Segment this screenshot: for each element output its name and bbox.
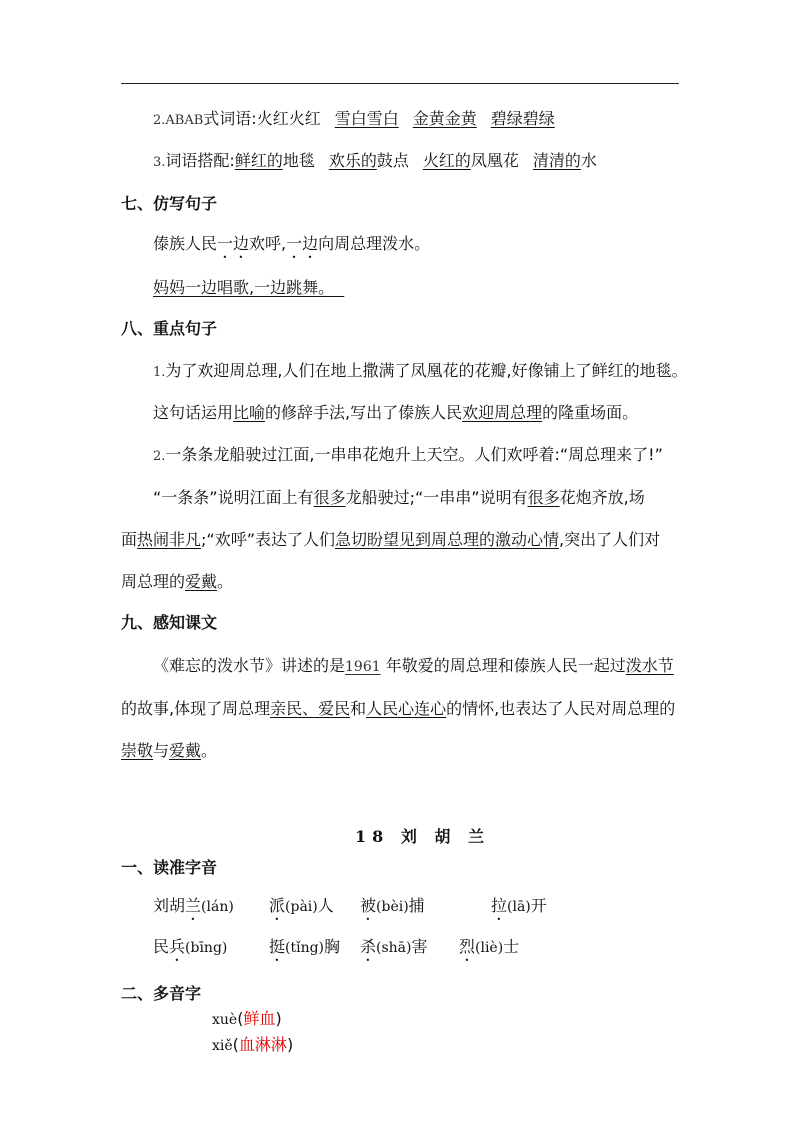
collocation-answer: 鲜红的 (234, 151, 283, 170)
text: 欢呼, (249, 234, 287, 253)
example-sentence (153, 233, 430, 262)
target-char: 烈 (459, 937, 476, 956)
sentence-text: 一条条龙船驶过江面,一串串花炮升上天空。人们欢呼着:“周总理来了!” (165, 445, 663, 464)
collocation-noun: 鼓点 (376, 151, 409, 170)
key-sentence-2-analysis-line1 (153, 487, 645, 509)
text: 的隆重场面。 (542, 403, 639, 422)
text: 傣族人民 (153, 234, 218, 253)
abab-line (153, 108, 555, 132)
polyphone-reading-2: xiě(血淋淋) (212, 1035, 294, 1054)
answer-word: 血淋淋 (238, 1035, 287, 1054)
answer-text: 很多 (313, 488, 346, 507)
abab-word: 金黄金黄 (412, 109, 477, 128)
text: 面 (121, 530, 138, 549)
pinyin-item (269, 895, 334, 924)
answer-year: 1961 (345, 659, 381, 675)
target-char: 拉 (491, 896, 508, 915)
answer-text: 急切盼望见到周总理的激动心情 (335, 530, 560, 549)
collocation-answer: 欢乐的 (328, 151, 377, 170)
text: 开 (530, 896, 547, 915)
collocation-noun: 地毯 (282, 151, 315, 170)
pinyin: (bīng) (185, 940, 228, 956)
pinyin: (tǐng) (285, 940, 325, 956)
text: 人 (317, 896, 334, 915)
section-heading-2: 二、多音字 (121, 984, 202, 1003)
collocation-label: 词语搭配: (165, 151, 235, 170)
answer-text: 泼水节 (625, 656, 674, 675)
collocation-answer: 火红的 (422, 151, 471, 170)
answer-text: 比喻 (233, 403, 266, 422)
text: 龙船驶过;“一串串”说明有 (345, 488, 528, 507)
section-heading-7: 七、仿写句子 (121, 194, 218, 213)
answer-text: 欢迎周总理 (462, 403, 543, 422)
text: 士 (503, 937, 520, 956)
pinyin: (pài) (285, 899, 318, 915)
collocation-noun: 凤凰花 (470, 151, 519, 170)
text: ;“欢呼”表达了人们 (201, 530, 336, 549)
pinyin-item (360, 895, 425, 924)
abab-pattern: ABAB (165, 113, 204, 128)
pinyin: xuè (212, 1012, 238, 1028)
answer-text: 亲民、爱民 (270, 699, 351, 718)
key-sentence-1 (153, 360, 688, 384)
section-heading-9: 九、感知课文 (121, 613, 218, 632)
abab-word: 碧绿碧绿 (490, 109, 555, 128)
target-char: 派 (269, 896, 286, 915)
answer-text: 爱戴 (185, 572, 218, 591)
collocation-noun: 水 (580, 151, 597, 170)
text-summary-line2 (121, 698, 675, 720)
imitation-answer (153, 277, 344, 299)
pinyin-item (459, 936, 519, 965)
answer-text: 热闹非凡 (137, 530, 202, 549)
key-sentence-2-analysis-line3 (121, 571, 233, 593)
text: 捕 (408, 896, 425, 915)
pinyin-item (491, 895, 547, 924)
target-char: 兵 (169, 937, 186, 956)
text: 年敬爱的周总理和傣族人民一起过 (385, 656, 626, 675)
target-char: 杀 (360, 937, 377, 956)
text: 这句话运用 (153, 403, 234, 422)
answer-text: 崇敬 (121, 741, 154, 760)
item-number: 2. (153, 449, 166, 464)
key-sentence-2-analysis-line2 (121, 529, 660, 551)
item-number: 1. (153, 365, 166, 380)
collocation-answer: 清清的 (532, 151, 581, 170)
answer-text: 很多 (527, 488, 560, 507)
item-number: 2. (153, 113, 166, 128)
text-summary-line3 (121, 740, 217, 762)
pinyin: (lā) (507, 899, 531, 915)
sentence-text: 为了欢迎周总理,人们在地上撒满了凤凰花的花瓣,好像铺上了鲜红的地毯。 (165, 361, 688, 380)
pinyin: xiě (212, 1038, 233, 1054)
target-char: 挺 (269, 937, 286, 956)
text: 《难忘的泼水节》讲述的是 (153, 656, 346, 675)
lesson-title: 18 刘 胡 兰 (355, 827, 490, 846)
header-rule (121, 83, 679, 84)
text: 民 (153, 937, 170, 956)
emphasis-word: 一边 (286, 234, 319, 253)
text: 害 (411, 937, 428, 956)
text: 的故事,体现了周总理 (121, 699, 271, 718)
answer-text: 人民心连心 (366, 699, 447, 718)
text: 胸 (324, 937, 341, 956)
emphasis-word: 一边 (217, 234, 250, 253)
abab-word: 雪白雪白 (334, 109, 399, 128)
text: “一条条”说明江面上有 (153, 488, 314, 507)
pinyin: (shā) (376, 940, 412, 956)
collocation-line (153, 150, 597, 174)
answer-text: 爱戴 (169, 741, 202, 760)
pinyin-item (269, 936, 340, 965)
section-heading-1: 一、读准字音 (121, 858, 218, 877)
pinyin: (lán) (201, 899, 234, 915)
polyphone-reading-1: xuè(鲜血) (212, 1009, 282, 1028)
key-sentence-1-analysis (153, 402, 638, 424)
text: 的修辞手法,写出了傣族人民 (265, 403, 463, 422)
text: 花炮齐放,场 (559, 488, 645, 507)
pinyin-item (153, 895, 234, 924)
target-char: 兰 (185, 896, 202, 915)
text: 向周总理泼水。 (318, 234, 431, 253)
answer-word: 鲜血 (243, 1009, 276, 1028)
abab-label: 式词语:火红火红 (203, 109, 321, 128)
text: 与 (153, 741, 170, 760)
text: 。 (201, 741, 218, 760)
text: 和 (350, 699, 367, 718)
text: 的情怀,也表达了人民对周总理的 (446, 699, 676, 718)
pinyin-item (360, 936, 428, 965)
pinyin: (bèi) (376, 899, 409, 915)
text: 。 (217, 572, 234, 591)
target-char: 被 (360, 896, 377, 915)
text: 周总理的 (121, 572, 186, 591)
section-heading-8: 八、重点句子 (121, 319, 218, 338)
pinyin-item (153, 936, 227, 965)
item-number: 3. (153, 155, 166, 170)
text: 刘胡 (153, 896, 186, 915)
answer-text: 妈妈一边唱歌,一边跳舞。 (153, 278, 335, 297)
text: ,突出了人们对 (559, 530, 661, 549)
pinyin: (liè) (475, 940, 504, 956)
text-summary-line1 (153, 655, 674, 678)
key-sentence-2 (153, 444, 663, 468)
